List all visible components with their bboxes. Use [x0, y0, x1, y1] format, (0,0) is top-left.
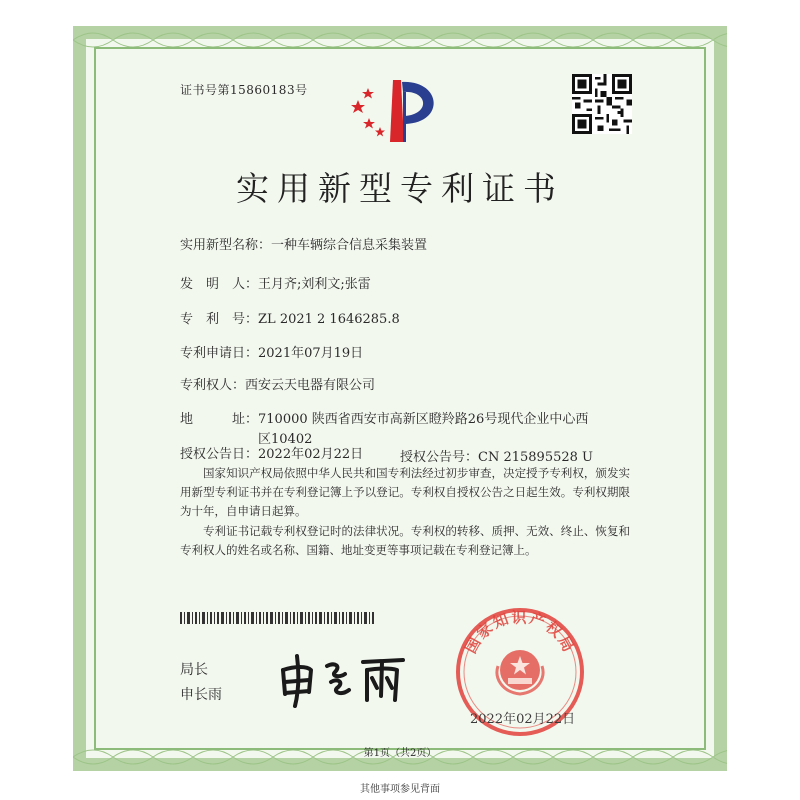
barcode-icon: [180, 612, 375, 624]
field-utility-model-name: [180, 237, 427, 255]
field-value: 2021年07月19日: [258, 346, 364, 361]
director-name: 申长雨: [180, 687, 222, 703]
field-inventor: [180, 276, 371, 294]
field-label: 专利权人：: [180, 378, 246, 393]
field-value: 710000 陕西省西安市高新区瞪羚路26号现代企业中心西: [258, 412, 589, 427]
qr-code-icon: [572, 74, 632, 134]
field-grant-date: [180, 446, 363, 464]
field-label: 专利申请日：: [180, 346, 259, 361]
field-grant-number: [400, 446, 593, 465]
field-patentee: [180, 377, 375, 395]
paragraph-grant-statement: 国家知识产权局依照中华人民共和国专利法经过初步审查，决定授予专利权，颁发实用新型专利证书并在专利登记簿上予以登记。专利权自授权公告之日起生效。专利权期限为十年，自申请日起算。: [180, 466, 630, 518]
field-value: 一种车辆综合信息采集装置: [271, 238, 428, 253]
cnipa-logo-icon: [346, 72, 446, 150]
seal-date: 2022年02月22日: [470, 712, 576, 727]
field-value: 西安云天电器有限公司: [245, 378, 376, 393]
field-label: 发 明 人：: [180, 277, 259, 292]
field-label: 授权公告号：: [400, 450, 479, 465]
page-number: 第1页（共2页）: [363, 748, 437, 759]
field-value: CN 215895528 U: [478, 450, 593, 465]
svg-text:国家知识产权局: 国家知识产权局: [461, 608, 579, 657]
field-address: [180, 411, 588, 429]
inner-border: [94, 47, 706, 750]
field-address-line2: 区10402: [258, 432, 313, 447]
field-patent-number: [180, 311, 400, 329]
field-filing-date: [180, 345, 363, 363]
director-signature-icon: [275, 648, 410, 708]
field-label: 授权公告日：: [180, 447, 259, 462]
field-label: 实用新型名称：: [180, 238, 272, 253]
paragraph-legal-status: 专利证书记载专利权登记时的法律状况。专利权的转移、质押、无效、终止、恢复和专利权人的姓名或名称、国籍、地址变更等事项记载在专利登记簿上。: [180, 524, 630, 557]
back-page-note: 其他事项参见背面: [360, 784, 440, 795]
certificate-title: 实用新型专利证书: [236, 169, 564, 208]
director-title: 局长: [180, 662, 208, 678]
field-value: 王月齐;刘利文;张雷: [258, 277, 371, 292]
field-value: 2022年02月22日: [258, 447, 364, 462]
field-label: 地 址：: [180, 412, 259, 427]
field-label: 专 利 号：: [180, 312, 259, 327]
certificate-number: 证书号第15860183号: [180, 83, 308, 97]
field-value: ZL 2021 2 1646285.8: [258, 312, 400, 327]
